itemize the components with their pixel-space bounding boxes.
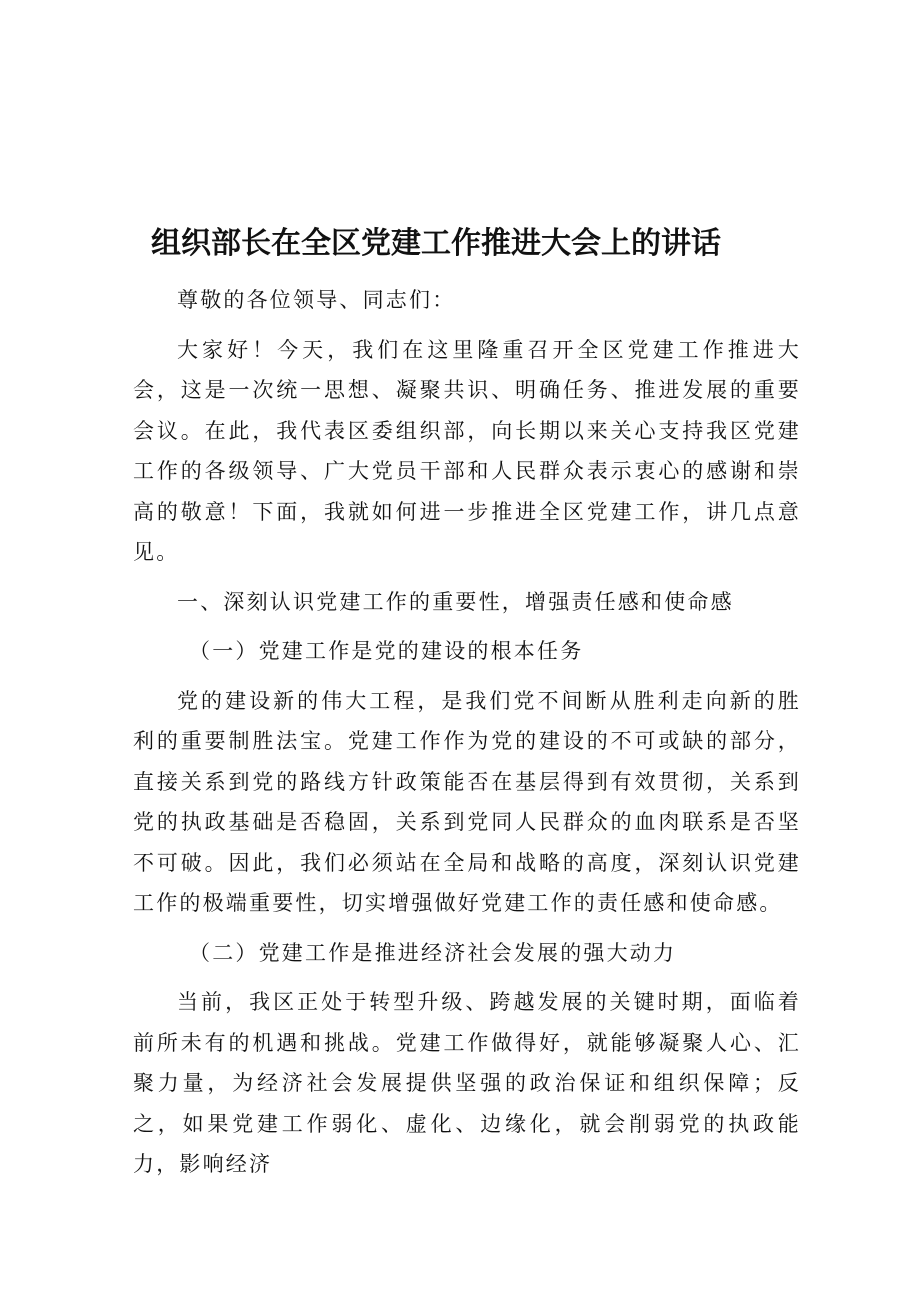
- subsection-heading-1: （一）党建工作是党的建设的根本任务: [189, 639, 584, 663]
- document-body: [133, 280, 801, 1185]
- document-title: 组织部长在全区党建工作推进大会上的讲话: [151, 226, 721, 261]
- opening-paragraph: 大家好！今天，我们在这里隆重召开全区党建工作推进大会，这是一次统一思想、凝聚共识、明确任务、推进发展的重要会议。在此，我代表区委组织部，向长期以来关心支持我区党建工作的各级领导、广大党员干部和人民群众表示衷心的感谢和崇高的敬意！下面，我就如何进一步推进全区党建工作，讲几点意见。: [133, 337, 801, 564]
- section-heading-1: 一、深刻认识党建工作的重要性，增强责任感和使命感: [177, 589, 734, 614]
- subsection-heading-2: （二）党建工作是推进经济社会发展的强大动力: [189, 940, 677, 965]
- salutation: 尊敬的各位领导、同志们：: [177, 288, 456, 312]
- subsection-paragraph-1: 党的建设新的伟大工程，是我们党不间断从胜利走向新的胜利的重要制胜法宝。党建工作作为党的建设的不可或缺的部分，直接关系到党的路线方针政策能否在基层得到有效贯彻，关系到党的执政基础是否稳固，关系到党同人民群众的血肉联系是否坚不可破。因此，我们必须站在全局和战略的高度，深刻认识党建工作的极端重要性，切实增强做好党建工作的责任感和使命感。: [133, 688, 801, 915]
- subsection-paragraph-2: 当前，我区正处于转型升级、跨越发展的关键时期，面临着前所未有的机遇和挑战。党建工作做得好，就能够凝聚人心、汇聚力量，为经济社会发展提供坚强的政治保证和组织保障；反之，如果党建工作弱化、虚化、边缘化，就会削弱党的执政能力，影响经济: [133, 990, 801, 1176]
